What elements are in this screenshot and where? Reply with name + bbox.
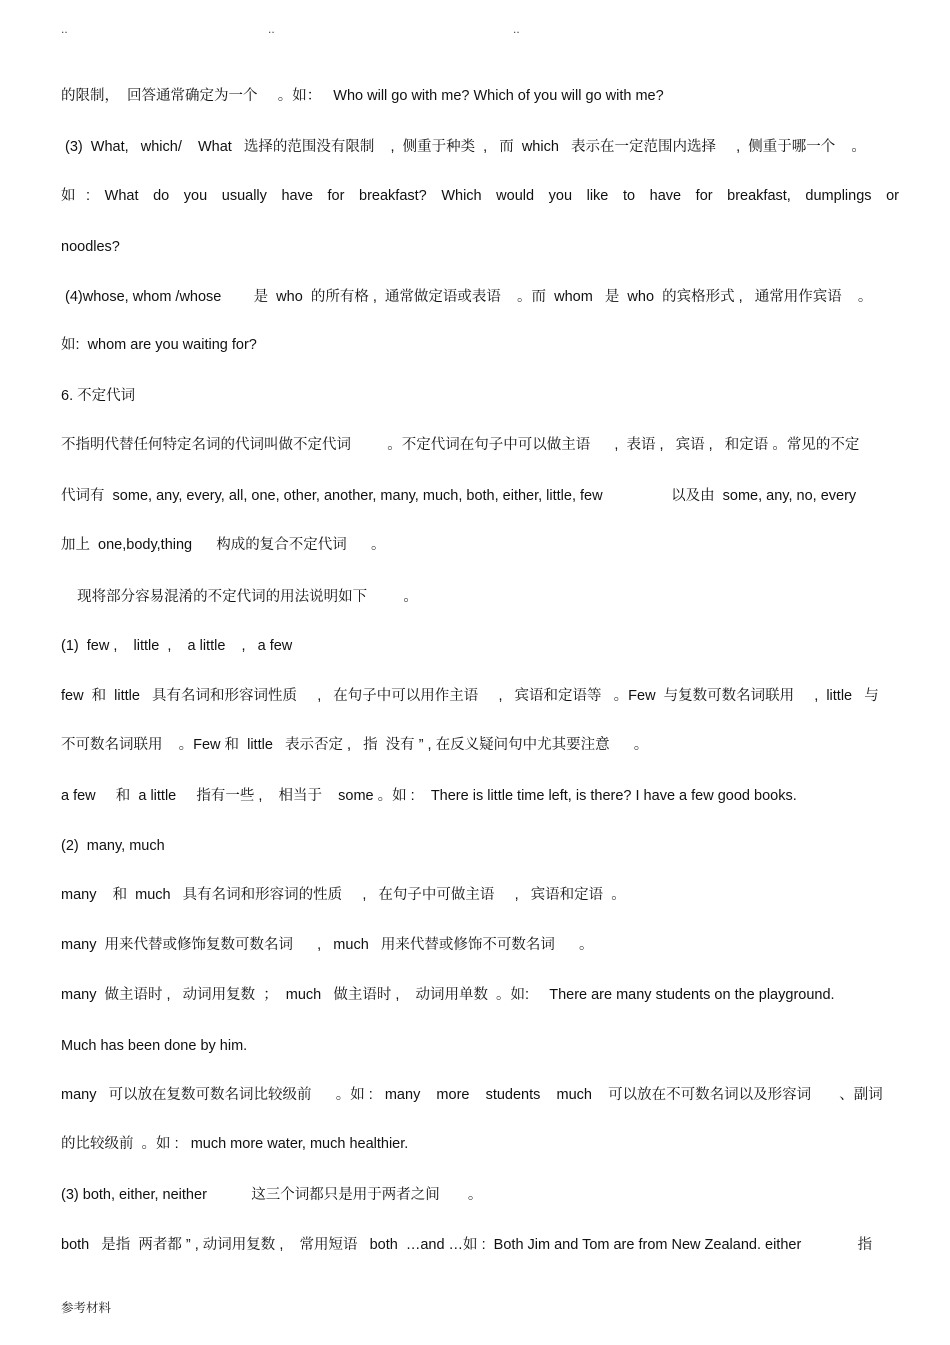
text-line: 不可数名词联用 。Few 和 little 表示否定 , 指 没有 ” , 在反义疑问句中尤其要注意 。 bbox=[61, 737, 649, 753]
text-line: noodles? bbox=[61, 239, 120, 255]
header-mark-1: .. bbox=[61, 22, 68, 36]
text-line: a few 和 a little 指有一些 , 相当于 some 。如 : There is little time left, is there? I have a few good books. bbox=[61, 788, 797, 804]
section-heading: 6. 不定代词 bbox=[61, 388, 136, 404]
text-line: 的比较级前 。如 : much more water, much healthier. bbox=[61, 1136, 409, 1152]
text-line: few 和 little 具有名词和形容词性质 , 在句子中可以用作主语 , 宾语和定语等 。Few 与复数可数名词联用 , little 与 bbox=[61, 688, 879, 704]
text-line: many 用来代替或修饰复数可数名词 , much 用来代替或修饰不可数名词 。 bbox=[61, 937, 594, 953]
text-line: 代词有 some, any, every, all, one, other, another, many, much, both, either, little, few 以及由 some, any, no, every bbox=[61, 488, 857, 504]
text-line: both 是指 两者都 ” , 动词用复数 , 常用短语 both …and …如 : Both Jim and Tom are from New Zealand. either 指 bbox=[61, 1237, 873, 1253]
page-footer: 参考材料 bbox=[61, 1301, 112, 1315]
header-mark-3: .. bbox=[513, 22, 520, 36]
text-line: many 和 much 具有名词和形容词的性质 , 在句子中可做主语 , 宾语和定语 。 bbox=[61, 887, 626, 903]
subheading: (1) few , little , a little , a few bbox=[61, 638, 293, 654]
text-line: many 做主语时 , 动词用复数 ； much 做主语时 , 动词用单数 。如: There are many students on the playground. bbox=[61, 987, 835, 1003]
text-line: 的限制， 回答通常确定为一个 。如： Who will go with me? Which of you will go with me? bbox=[61, 88, 664, 104]
text-line: Much has been done by him. bbox=[61, 1038, 248, 1054]
header-mark-2: .. bbox=[268, 22, 275, 36]
text-line: 现将部分容易混淆的不定代词的用法说明如下 。 bbox=[61, 589, 418, 605]
subheading: (2) many, much bbox=[61, 838, 165, 854]
text-line: 加上 one,body,thing 构成的复合不定代词 。 bbox=[61, 537, 386, 553]
text-line: many 可以放在复数可数名词比较级前 。如 : many more students much 可以放在不可数名词以及形容词 、副词 bbox=[61, 1087, 883, 1103]
text-line: (3) What, which/ What 选择的范围没有限制 , 侧重于种类 , 而 which 表示在一定范围内选择 , 侧重于哪一个 。 bbox=[61, 139, 866, 155]
text-line: 如: What do you usually have for breakfast? Which would you like to have for breakfast, dumplings or bbox=[61, 188, 899, 204]
subheading: (3) both, either, neither 这三个词都只是用于两者之间 。 bbox=[61, 1187, 483, 1203]
text-line: 如: whom are you waiting for? bbox=[61, 337, 257, 353]
text-line: 不指明代替任何特定名词的代词叫做不定代词 。不定代词在句子中可以做主语 , 表语 , 宾语 , 和定语 。常见的不定 bbox=[61, 437, 860, 453]
text-line: (4)whose, whom /whose 是 who 的所有格 , 通常做定语或表语 。而 whom 是 who 的宾格形式 , 通常用作宾语 。 bbox=[61, 289, 873, 305]
